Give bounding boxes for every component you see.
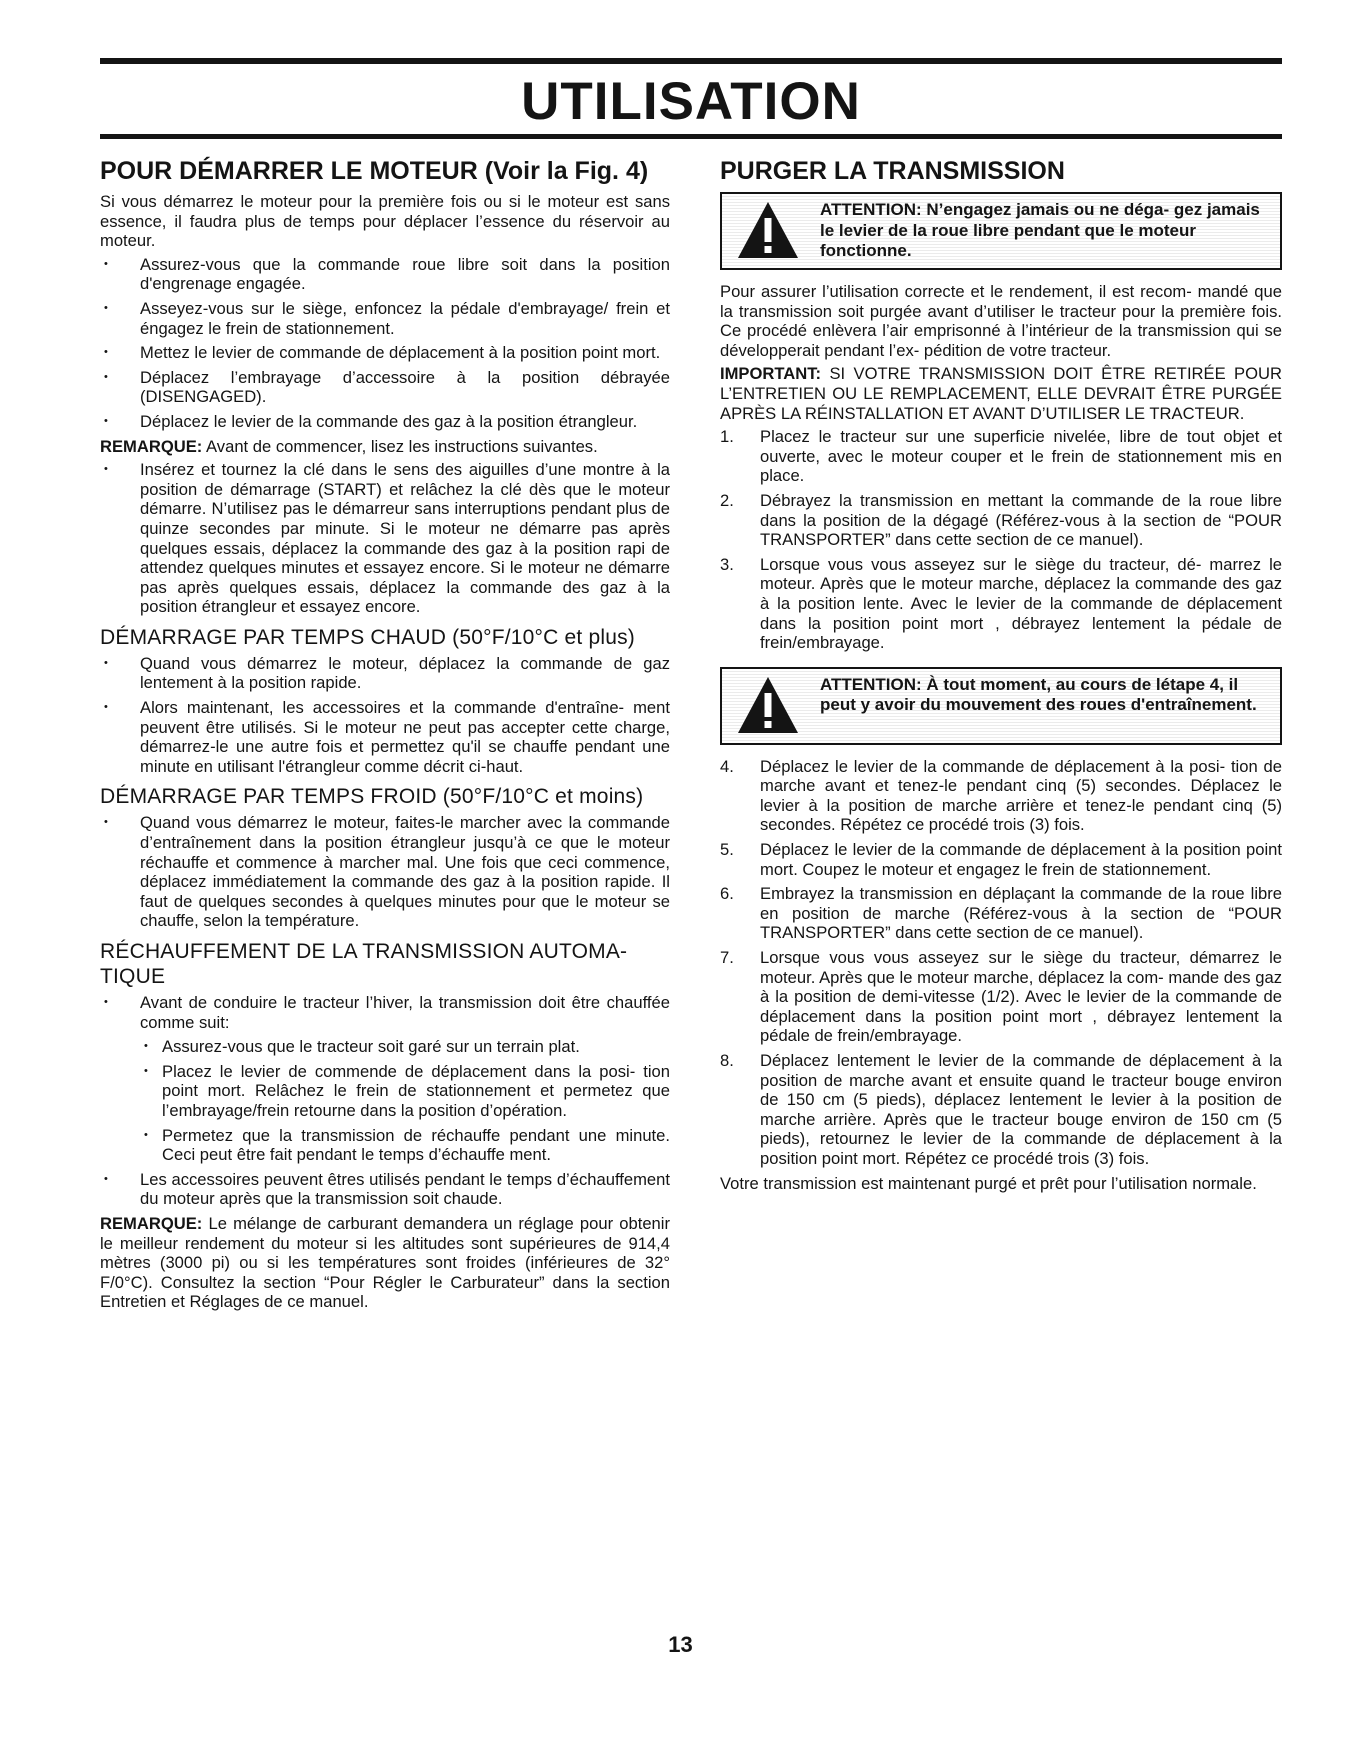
list-item: • Quand vous démarrez le moteur, déplacez la commande de gaz lentement à la position rapide. xyxy=(100,654,670,693)
step-text: Débrayez la transmission en mettant la commande de la roue libre dans la position de la dégagé (Référez-vous à la section de “POUR TRANSPORTER” dans cette section de ce manuel). xyxy=(760,490,1282,550)
warning-triangle-icon xyxy=(736,675,800,737)
step-number: 2. xyxy=(720,490,734,510)
warning-box xyxy=(720,667,1282,745)
note-text: Avant de commencer, lisez les instructions suivantes. xyxy=(206,436,598,456)
sub-list-item: • Permetez que la transmission de réchauffe pendant une minute. Ceci peut être fait pendant le temps d’échauffe ment. xyxy=(100,1126,670,1165)
list-item: • Alors maintenant, les accessoires et la commande d'entraîne- ment peuvent être utilisés. Si le moteur ne peut pas accepter cette charge, démarrez-le une autre fois et permettez qu'il se chauffe pendant une minute en utilisant l'étrangleur comme décrit ci-haut. xyxy=(100,698,670,776)
step-item xyxy=(720,757,1282,835)
note-text: Le mélange de carburant demandera un réglage pour obtenir le meilleur rendement du moteur si les altitudes sont supérieures de 914,4 mètres (3000 pi) ou si les températures sont froides (inférieures de 32° F/0°C). Consultez la section “Pour Régler le Carburateur” dans la section Entretien et Réglages de ce manuel. xyxy=(100,1213,670,1312)
start-engine-heading: POUR DÉMARRER LE MOTEUR (Voir la Fig. 4) xyxy=(100,157,649,185)
list-item: • Déplacez le levier de la commande des gaz à la position étrangleur. xyxy=(100,412,670,432)
step-text: Déplacez le levier de la commande de déplacement à la position point mort. Coupez le moteur et engagez le frein de stationnement. xyxy=(760,840,1282,879)
warning-text: ATTENTION: À tout moment, au cours de létape 4, il peut y avoir du mouvement des roues d'entraînement. xyxy=(820,674,1257,715)
important-label: IMPORTANT: xyxy=(720,364,822,384)
list-item: • Déplacez l’embrayage d’accessoire à la position débrayée (DISENGAGED). xyxy=(100,368,670,407)
purge-heading: PURGER LA TRANSMISSION xyxy=(720,157,1065,185)
purge-intro: Pour assurer l’utilisation correcte et le rendement, il est recom- mandé que la transmission soit purgée avant d’utiliser le tracteur pour la première fois. Ce procédé enlèvera l’air emprisonné à l’intérieur de la transmission qui se développerait pendant l’ex- pédition de votre tracteur. xyxy=(720,282,1282,360)
step-number: 4. xyxy=(720,756,734,776)
step-item xyxy=(720,948,1282,1046)
step-item xyxy=(720,555,1282,653)
note-label: REMARQUE: xyxy=(100,436,203,456)
step-number: 3. xyxy=(720,554,734,574)
sub-list-item: • Placez le levier de commende de déplacement dans la posi- tion point mort. Relâchez le frein de stationnement et permetez que l’embrayage/frein retourne dans la position d’opération. xyxy=(100,1062,670,1121)
step-text: Placez le tracteur sur une superficie nivelée, libre de tout objet et ouverte, avec le moteur couper et le frein de stationnement mis en place. xyxy=(760,427,1282,486)
list-item: • Les accessoires peuvent êtres utilisés pendant le temps d’échauffement du moteur après que la transmission soit chaude. xyxy=(100,1170,670,1209)
step-text: Lorsque vous vous asseyez sur le siège du tracteur, démarrez le moteur. Après que le moteur marche, déplacez la com- mande des gaz à la position de demi-vitesse (1/2). Avec le levier de la commande de déplacement dans la position point mort , débrayez lentement la pédale de frein/embrayage. xyxy=(760,948,1282,1046)
warning-box xyxy=(720,192,1282,270)
warning-triangle-icon xyxy=(736,200,800,262)
list-item: • Avant de conduire le tracteur l’hiver, la transmission doit être chauffée comme suit: xyxy=(100,993,670,1032)
note-label: REMARQUE: xyxy=(100,1213,203,1233)
right-column xyxy=(720,156,1282,1197)
step-text: Lorsque vous vous asseyez sur le siège du tracteur, dé- marrez le moteur. Après que le moteur marche, déplacez la commande des gaz à la position lente. Avec le levier de la commande de déplacement dans la position point mort , débrayez lentement la pédale de frein/embrayage. xyxy=(760,554,1282,653)
step-text: Déplacez lentement le levier de la commande de déplacement à la position de marche avant et ensuite quand le tracteur bouge environ de 150 cm (5 pieds), déplacez lentement le levier à la position de marche arrière. Après que le tracteur bouge environ de 150 cm (5 pieds), retournez le levier de la commande de déplacement à la position point mort. Répétez ce procédé trois (3) fois. xyxy=(760,1051,1282,1168)
warm-start-heading: DÉMARRAGE PAR TEMPS CHAUD (50°F/10°C et plus) xyxy=(100,625,635,649)
list-item: • Quand vous démarrez le moteur, faites-le marcher avec la commande d’entraînement dans la position étrangleur jusqu’à ce que le moteur réchauffe et commence à marcher mal. Une fois que ceci commence, déplacez immédiatement la commande des gaz à la position rapide. Il faut de quelques secondes à quelques minutes pour que le moteur se chauffe, selon la température. xyxy=(100,813,670,931)
important-paragraph xyxy=(720,364,1282,423)
page-title: UTILISATION xyxy=(521,72,861,131)
left-column xyxy=(100,156,670,1316)
warning-text: ATTENTION: N’engagez jamais ou ne déga- gez jamais le levier de la roue libre pendant que le moteur fonctionne. xyxy=(820,200,1260,260)
step-number: 8. xyxy=(720,1051,734,1070)
step-item xyxy=(720,427,1282,486)
step-text: Embrayez la transmission en déplaçant la commande de la roue libre en position de marche (Référez-vous à la section de “POUR TRANSPORTER” dans cette section de ce manuel). xyxy=(760,884,1282,943)
list-item: • Assurez-vous que la commande roue libre soit dans la position d'engrenage engagée. xyxy=(100,255,670,294)
step-item xyxy=(720,491,1282,550)
sub-list-item: • Assurez-vous que le tracteur soit garé sur un terrain plat. xyxy=(100,1037,670,1057)
step-number: 6. xyxy=(720,884,734,904)
note-paragraph xyxy=(100,1214,670,1312)
important-text: SI VOTRE TRANSMISSION DOIT ÊTRE RETIRÉE POUR L’ENTRETIEN OU LE REMPLACEMENT, ELLE DEVRAIT ÊTRE PURGÉE APRÈS LA RÉINSTALLATION ET AVANT D’UTILISER LE TRACTEUR. xyxy=(720,364,1282,423)
list-item: • Asseyez-vous sur le siège, enfoncez la pédale d'embrayage/ frein et éngagez le frein de stationnement. xyxy=(100,299,670,338)
step-item xyxy=(720,884,1282,943)
page-number: 13 xyxy=(668,1632,693,1657)
list-item: • Mettez le levier de commande de déplacement à la position point mort. xyxy=(100,343,670,363)
list-item: • Insérez et tournez la clé dans le sens des aiguilles d’une montre à la position de démarrage (START) et relâchez la clé dès que le moteur démarre. N’utilisez pas le démarreur sans interruptions pendant plus de quinze secondes par minute. Si le moteur ne démarre pas après quelques essais, déplacez la commande des gaz à la position rapi de attendez quelques minutes et essayez encore. Si le moteur ne démarre pas après quelques essais, déplacez la commande des gaz à la position étrangleur et essayez encore. xyxy=(100,460,670,617)
step-item xyxy=(720,1051,1282,1169)
step-text: Déplacez le levier de la commande de déplacement à la posi- tion de marche avant et tenez-le pendant cinq (5) secondes. Déplacez le levier à la position de marche arrière et tenez-le pendant cinq (5) secondes. Répétez ce procédé trois (3) fois. xyxy=(760,756,1282,835)
cold-start-heading: DÉMARRAGE PAR TEMPS FROID (50°F/10°C et moins) xyxy=(100,785,644,809)
top-rule xyxy=(100,58,1282,64)
step-number: 5. xyxy=(720,840,734,860)
closing-paragraph: Votre transmission est maintenant purgé et prêt pour l’utilisation normale. xyxy=(720,1173,1257,1193)
bottom-rule xyxy=(100,134,1282,139)
step-number: 7. xyxy=(720,948,734,968)
transmission-warmup-heading: RÉCHAUFFEMENT DE LA TRANSMISSION AUTOMA- TIQUE xyxy=(100,940,628,988)
start-intro: Si vous démarrez le moteur pour la première fois ou si le moteur est sans essence, il faudra plus de temps pour déplacer l’essence du réservoir au moteur. xyxy=(100,192,670,251)
step-number: 1. xyxy=(720,427,734,447)
note-paragraph xyxy=(100,437,670,457)
step-item xyxy=(720,840,1282,879)
